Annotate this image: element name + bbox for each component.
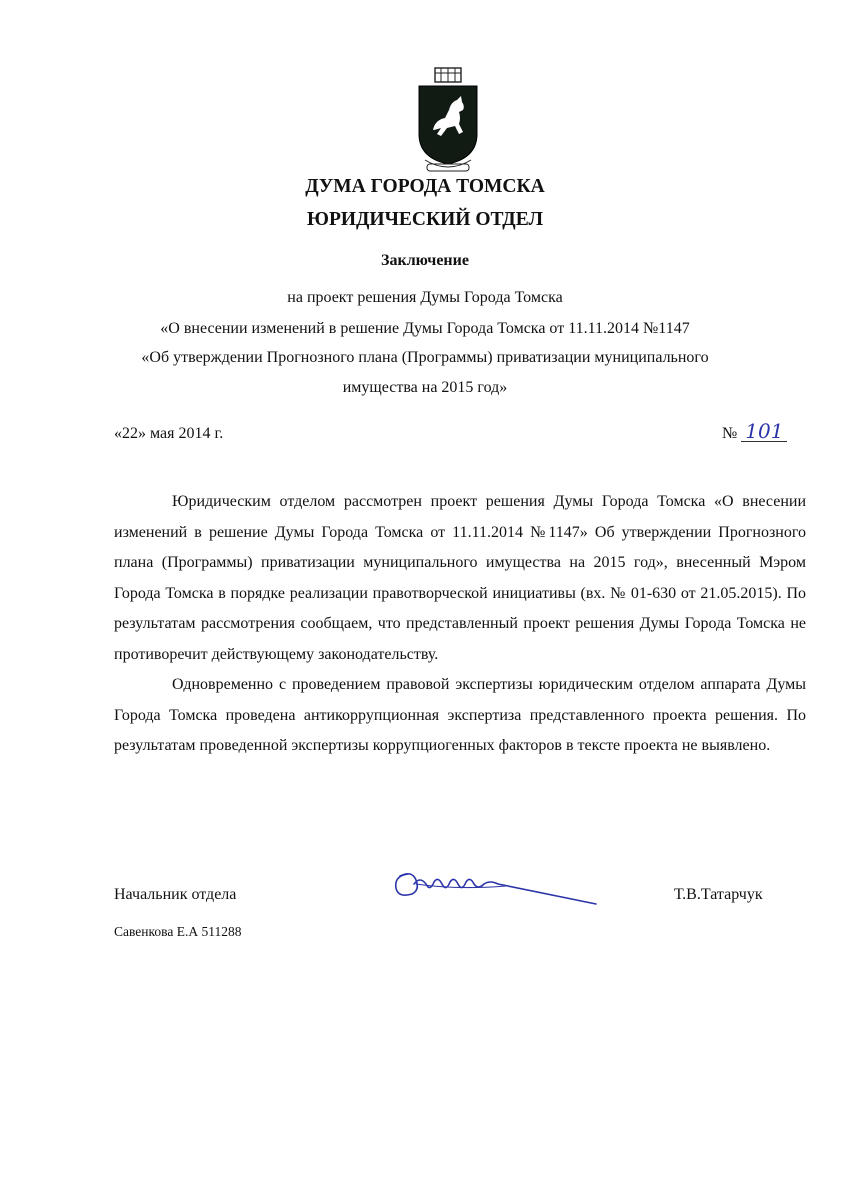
number-label: № bbox=[722, 425, 738, 442]
body-paragraph: Одновременно с проведением правовой экспертизы юридическим отделом аппарата Думы Города Томска проведена антикоррупционная экспертиза представленного проекта решения. По результатам проведенной экспертизы коррупциогенных факторов в тексте проекта не выявлено. bbox=[114, 676, 806, 754]
document-date: «22» мая 2014 г. bbox=[114, 425, 224, 442]
signatory-name: Т.В.Татарчук bbox=[674, 886, 763, 903]
document-body bbox=[114, 487, 806, 762]
number-value: 101 bbox=[741, 421, 787, 442]
subject-line-2: «О внесении изменений в решение Думы Города Томска от 11.11.2014 №1147 bbox=[160, 320, 690, 337]
handwritten-signature bbox=[386, 854, 606, 914]
department-name: ЮРИДИЧЕСКИЙ ОТДЕЛ bbox=[306, 209, 543, 230]
signatory-position: Начальник отдела bbox=[114, 886, 237, 903]
document-number bbox=[722, 421, 787, 444]
executor-contact: Савенкова Е.А 511288 bbox=[114, 924, 242, 939]
body-paragraph: Юридическим отделом рассмотрен проект решения Думы Города Томска «О внесении изменений в решение Думы Города Томска от 11.11.2014 №1147» Об утверждении Прогнозного плана (Программы) приватизации муниципального имущества на 2015 год», внесенный Мэром Города Томска в порядке реализации правотворческой инициативы (вх. № 01-630 от 21.05.2015). По результатам рассмотрения сообщаем, что представленный проект решения Думы Города Томска не противоречит действующему законодательству. bbox=[114, 493, 806, 663]
subject-line-3: «Об утверждении Прогнозного плана (Программы) приватизации муниципального bbox=[141, 349, 709, 366]
tomsk-coat-of-arms-icon bbox=[405, 66, 491, 178]
document-type: Заключение bbox=[381, 252, 469, 269]
subject-line-4: имущества на 2015 год» bbox=[342, 379, 508, 396]
subject-line-1: на проект решения Думы Города Томска bbox=[287, 289, 563, 306]
org-name: ДУМА ГОРОДА ТОМСКА bbox=[305, 176, 545, 197]
